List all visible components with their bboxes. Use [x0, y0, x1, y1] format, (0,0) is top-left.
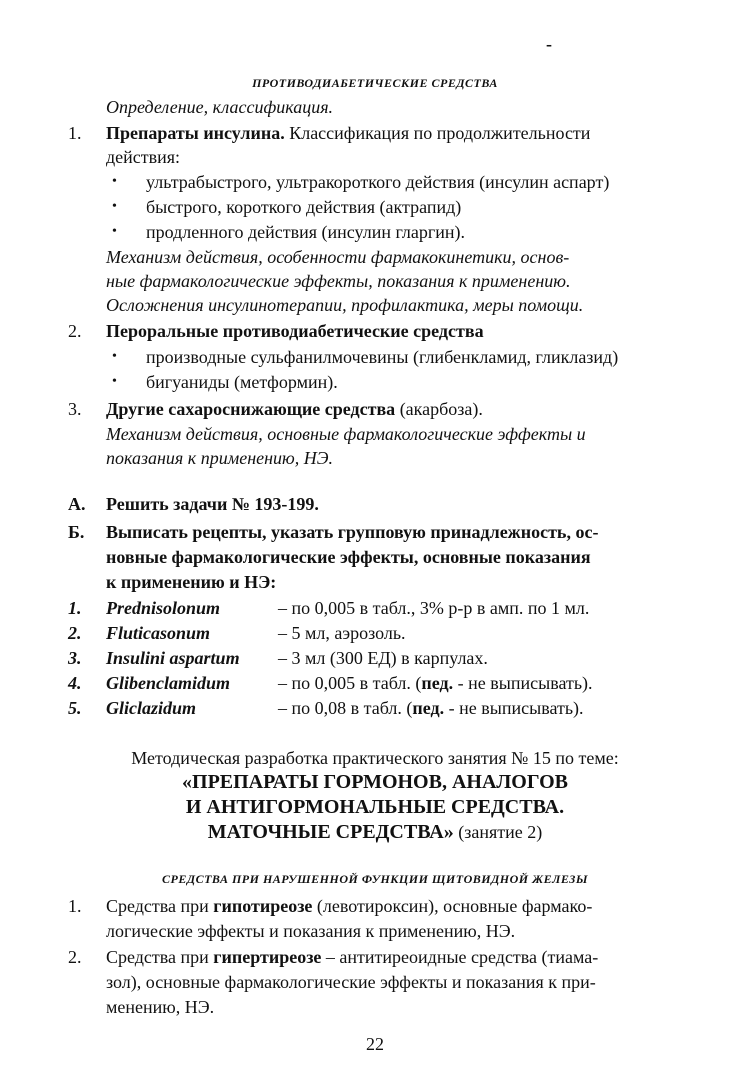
item-text: (левотироксин), основные фармако- [312, 896, 593, 916]
drug-dose [278, 697, 584, 719]
drug-number: 4. [68, 673, 82, 693]
task-b-line: к применению и НЭ: [106, 572, 277, 592]
item-continuation: действия: [106, 147, 181, 167]
item-continuation: менению, НЭ. [106, 997, 215, 1017]
item-insulin [106, 122, 590, 144]
item-text: – антитиреоидные средства (тиама- [321, 947, 599, 967]
item-hypothyroid [106, 895, 592, 917]
bullet-item: производные сульфанилмочевины (глибенкламид, гликлазид) [146, 347, 619, 367]
note-line: ные фармакологические эффекты, показания к применению. [106, 271, 571, 291]
note-line: показания к применению, НЭ. [106, 448, 334, 468]
item-text: Средства при [106, 947, 214, 967]
item-number: 2. [68, 321, 82, 341]
drug-number: 3. [68, 648, 82, 668]
lesson-suffix: (занятие 2) [453, 822, 543, 842]
dose-text: – по 0,005 в табл. ( [278, 673, 422, 693]
drug-number: 5. [68, 698, 82, 718]
page-number: 22 [366, 1034, 384, 1054]
bullet-item: бигуаниды (метформин). [146, 372, 338, 392]
item-text: (акарбоза). [395, 399, 483, 419]
item-number: 3. [68, 399, 82, 419]
bullet-icon: • [112, 224, 117, 239]
drug-name: Prednisolonum [106, 598, 221, 618]
note-line: Осложнения инсулинотерапии, профилактика, меры помощи. [106, 295, 584, 315]
drug-name: Insulini aspartum [106, 648, 240, 668]
drug-dose [278, 672, 593, 694]
task-b-line: новные фармакологические эффекты, основные показания [106, 547, 591, 567]
drug-name: Glibenclamidum [106, 673, 231, 693]
dose-bold-text: пед. [412, 698, 445, 718]
task-letter-a: А. [68, 494, 86, 514]
section-heading-antidiabetic: ПРОТИВОДИАБЕТИЧЕСКИЕ СРЕДСТВА [252, 76, 498, 90]
drug-number: 2. [68, 623, 82, 643]
bullet-icon: • [112, 199, 117, 214]
bullet-icon: • [112, 174, 117, 189]
bullet-item: ультрабыстрого, ультракороткого действия (инсулин аспарт) [146, 172, 610, 192]
dose-bold-text: пед. [421, 673, 454, 693]
drug-dose: – по 0,005 в табл., 3% р-р в амп. по 1 мл. [278, 598, 590, 618]
item-number: 1. [68, 896, 82, 916]
section-heading-thyroid: СРЕДСТВА ПРИ НАРУШЕННОЙ ФУНКЦИИ ЩИТОВИДНОЙ ЖЕЛЕЗЫ [162, 872, 588, 886]
bullet-item: быстрого, короткого действия (актрапид) [146, 197, 462, 217]
stray-mark: - [546, 34, 552, 54]
item-title: Пероральные противодиабетические средства [106, 321, 484, 341]
lesson-title-line: «ПРЕПАРАТЫ ГОРМОНОВ, АНАЛОГОВ [182, 771, 568, 793]
lesson-title-line: И АНТИГОРМОНАЛЬНЫЕ СРЕДСТВА. [185, 796, 565, 818]
task-b-line: Выписать рецепты, указать групповую принадлежность, ос- [106, 522, 599, 542]
item-continuation: зол), основные фармакологические эффекты и показания к при- [106, 972, 596, 992]
item-number: 2. [68, 947, 82, 967]
lesson-title-line: МАТОЧНЫЕ СРЕДСТВА» [207, 821, 454, 843]
bullet-item: продленного действия (инсулин гларгин). [146, 222, 466, 242]
bullet-icon: • [112, 374, 117, 389]
item-hyperthyroid [106, 946, 598, 968]
item-other [106, 398, 483, 420]
item-bold-term: гипертиреозе [213, 947, 322, 967]
item-text: Классификация по продолжительности [284, 123, 591, 143]
note-line: Механизм действия, особенности фармакокинетики, основ- [106, 247, 570, 267]
lesson-intro: Методическая разработка практического занятия № 15 по теме: [131, 748, 619, 768]
item-continuation: логические эффекты и показания к применению, НЭ. [106, 921, 516, 941]
item-title: Другие сахароснижающие средства [106, 399, 396, 419]
note-line: Механизм действия, основные фармакологические эффекты и [106, 424, 586, 444]
section-intro: Определение, классификация. [106, 97, 334, 117]
item-text: Средства при [106, 896, 214, 916]
drug-dose: – 3 мл (300 ЕД) в карпулах. [278, 648, 488, 668]
task-letter-b: Б. [68, 522, 85, 542]
lesson-title-last [0, 820, 750, 846]
drug-name: Fluticasonum [106, 623, 211, 643]
drug-dose: – 5 мл, аэрозоль. [278, 623, 406, 643]
task-a: Решить задачи № 193-199. [106, 494, 319, 514]
drug-name: Gliclazidum [106, 698, 197, 718]
dose-text: - не выписывать). [444, 698, 584, 718]
dose-text: - не выписывать). [453, 673, 593, 693]
item-title: Препараты инсулина. [106, 123, 285, 143]
item-bold-term: гипотиреозе [213, 896, 313, 916]
drug-number: 1. [68, 598, 82, 618]
item-number: 1. [68, 123, 82, 143]
dose-text: – по 0,08 в табл. ( [278, 698, 413, 718]
bullet-icon: • [112, 349, 117, 364]
